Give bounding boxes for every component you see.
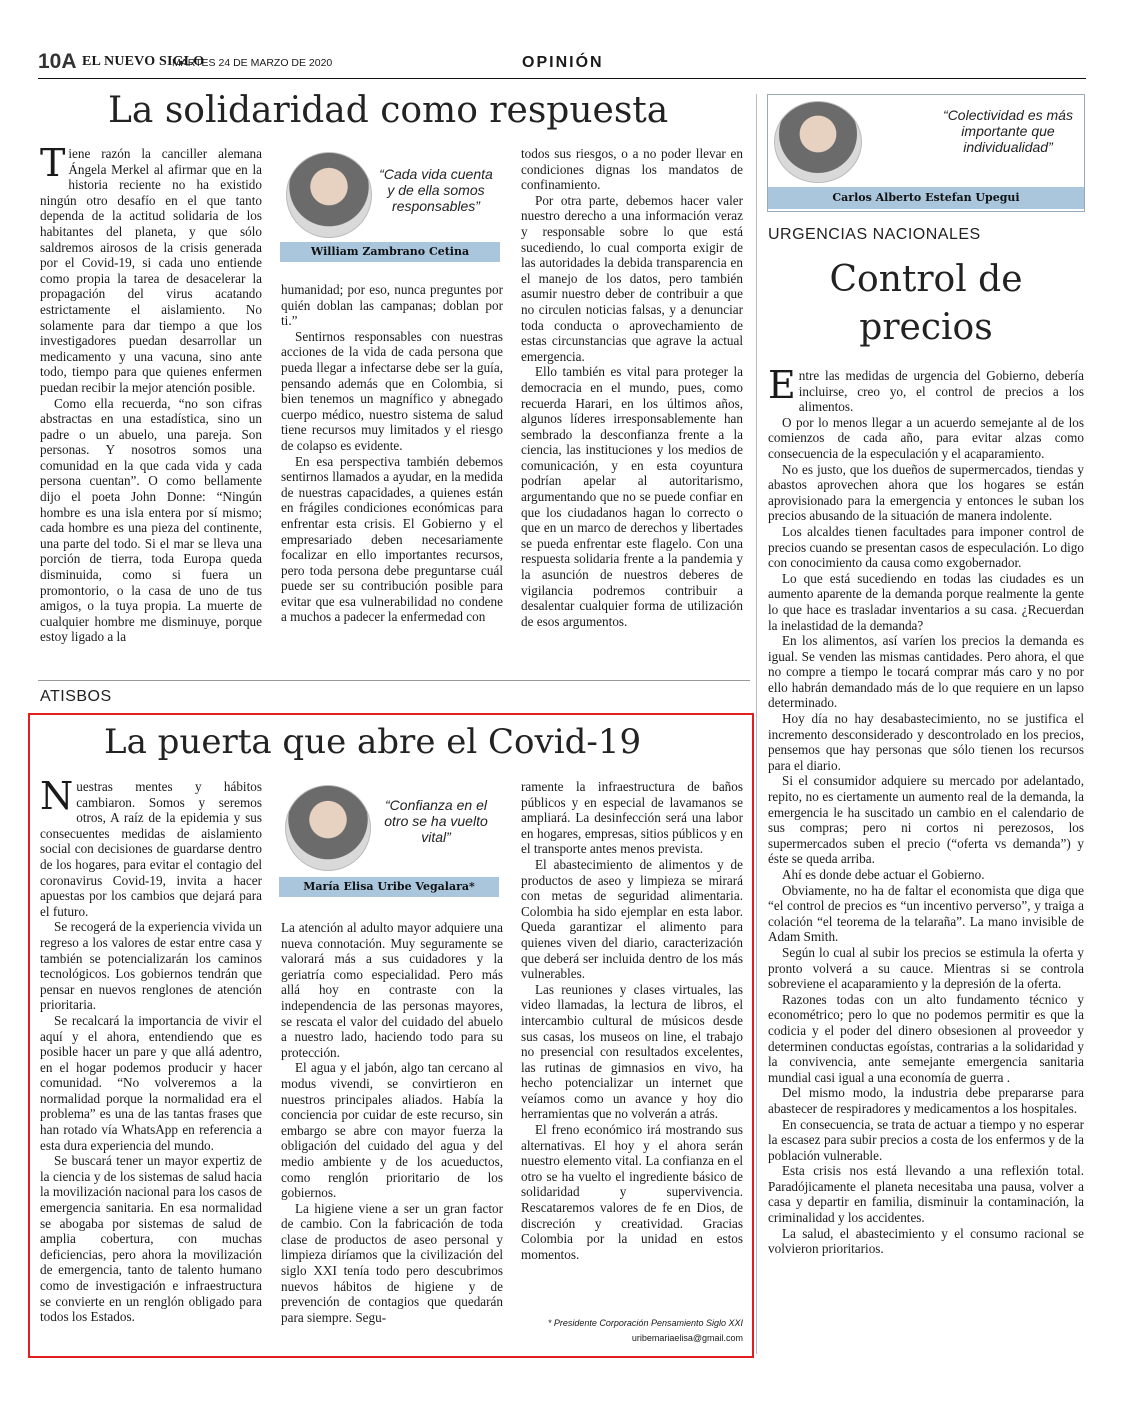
article3-col1-p2: Se recalcará la importancia de vivir el aquí y el ahora, entendiendo que es posible hacer un pare y que allá adentro, en el hogar podemos producir y hacer comunidad. “No volveremos a la normalidad porque la normalidad era el problema” es una de las tantas frases que han rotado vía WhatsApp en referencia a esta dura experiencia del mundo. — [40, 1012, 262, 1153]
article1-col3-p0: todos sus riesgos, o a no poder llevar en condiciones dignas los mandatos de confinamiento. — [521, 146, 743, 193]
page-number: 10A — [38, 50, 77, 73]
article3-col3 — [521, 779, 743, 1315]
article2-body-p2: No es justo, que los dueños de supermercados, tiendas y abastos aprovechen ahora que los hogares se están aprovisionado para la emergencia y entonces le suban los precios abusando de la situación de manera indolente. — [768, 461, 1084, 524]
article1-col2-p2: En esa perspectiva también debemos sentirnos llamados a ayudar, en la medida de nuestras capacidades, a quienes están en frágiles condiciones económicas para enfrentar esta crisis. El Gobierno y el empresariado deben necesariamente focalizar en ello importantes recursos, pero toda persona debe preguntarse cuál puede ser su contribución posible para evitar que esa vulnerabilidad no condene a muchos a padecer la enfermedad con — [281, 453, 503, 625]
article2-author: Carlos Alberto Estefan Upegui — [768, 187, 1084, 209]
article3-quote-box — [279, 779, 499, 897]
author-photo-uribe — [285, 785, 371, 871]
article3-col3-p3: El freno económico irá mostrando sus alternativas. El hoy y el ahora serán nuestro elemento vital. La confianza en el otro se ha vuelto el ingrediente básico de solidaridad y supervivencia. Rescataremos valores de fe en Dios, de discreción y creatividad. Gracias Colombia por la unidad en estos momentos. — [521, 1122, 743, 1262]
article2-body-p14: Esta crisis nos está llevando a una reflexión total. Paradójicamente el planeta necesitaba una pausa, volver a casa y departir en familia, disminuir la contaminación, la criminalidad y los accidentes. — [768, 1163, 1084, 1226]
article2-title-line1: Control de — [829, 259, 1023, 300]
dateline: MARTES 24 DE MARZO DE 2020 — [172, 57, 333, 69]
article2-body-p13: En consecuencia, se trata de actuar a tiempo y no esperar la escasez para subir precios a costa de los enfermos y de la población vulnerable. — [768, 1116, 1084, 1163]
article3-col2-p0: La atención al adulto mayor adquiere una nueva connotación. Muy seguramente se valorará más a sus cuidadores y la geriatría como especialidad. Pero más allá hoy en contraste con la independencia de las personas mayores, se rescata el valor del cuidado del abuelo a nuestro lado, haciendo todo para su protección. — [281, 920, 503, 1060]
author-photo-estefan — [774, 101, 862, 183]
article3-title: La puerta que abre el Covid-19 — [104, 722, 642, 762]
section-rule — [38, 680, 750, 681]
article1-col3-p1: Por otra parte, debemos hacer valer nuestro derecho a una información veraz y responsable sobre lo que está sucediendo, lo cual comporta exigir de las autoridades la debida transparencia en el manejo de los datos, pero también asumir nuestro deber de contribuir a que no circulen noticias falsas, y a denunciar toda conducta o aprovechamiento de estas circunstancias que agrave la actual emergencia. — [521, 192, 743, 364]
article3-col3-p2: Las reuniones y clases virtuales, las video llamadas, la lectura de libros, el intercambio cultural de músicos desde sus casas, los museos on line, el trabajo no presencial con resultados excelentes, las rutinas de gimnasios en vivo, ha hecho potencializar un internet que veíamos como un avance y hoy dio herramientas que no volverán a atrás. — [521, 981, 743, 1122]
column-divider — [756, 94, 757, 1354]
article1-col1-p1: Como ella recuerda, “no son cifras abstractas en una estadística, sino un padre o un abuelo, una pareja. Son personas. Y nosotros somos una comunidad en la que cada vida y cada persona cuentan”. O como bellamente dijo el poeta John Donne: “Ningún hombre es una isla entera por sí mismo; cada hombre es una pieza del continente, una parte del todo. Si el mar se lleva una porción de tierra, toda Europa queda disminuida, como si fuera un promontorio, o la casa de uno de tus amigos, o la tuya propia. La muerte de cualquier hombre me disminuye, porque estoy ligado a la — [40, 395, 262, 645]
article2-body-p0: Entre las medidas de urgencia del Gobierno, debería incluirse, creo yo, el control de precios a los alimentos. — [768, 368, 1084, 415]
article2-body-p9: Obviamente, no ha de faltar el economista que diga que “el control de precios es “un incentivo perverso”, y traiga a colación “el teorema de la telaraña”. La mano invisible de Adam Smith. — [768, 882, 1084, 945]
article1-col1 — [40, 146, 262, 666]
article3-col2-p1: El agua y el jabón, algo tan cercano al modus vivendi, se convirtieron en nuestros principales aliados. Había la conciencia por cuidar de este recurso, sin embargo se abre con mayor fuerza la obligación del cuidado del agua y del medio ambiente y de los acueductos, como renglón prioritario de los gobiernos. — [281, 1060, 503, 1201]
article3-col1-p3: Se buscará tener un mayor expertiz de la ciencia y de los sistemas de salud hacia la movilización nacional para los casos de emergencia sanitaria. En esa normalidad se abogaba por sistemas de salud de amplia cobertura, con muchas deficiencias, pero ahora la movilización de emergencia, tanto de talento humano como de investigación e infraestructura se convierte en un renglón obligado para todos los Estados. — [40, 1153, 262, 1325]
masthead: EL NUEVO SIGLO — [82, 54, 205, 69]
article3-col3-p0: ramente la infraestructura de baños públicos y en especial de lavamanos se ampliará. La desinfección será una labor en hogares, empresas, sitios públicos y en el transporte antes menos prevista. — [521, 779, 743, 857]
article1-col2-p0: humanidad; por eso, nunca preguntes por quién doblan las campanas; doblan por ti.” — [281, 282, 503, 329]
article3-col3-p1: El abastecimiento de alimentos y de productos de aseo y limpieza se mirará con metas de seguridad alimentaria. Colombia ha sido ejemplar en esta labor. Queda garantizar el alimento para quienes viven del diario, caracterización que deberá ser incluida dentro de los más vulnerables. — [521, 856, 743, 982]
article3-kicker: ATISBOS — [40, 688, 112, 705]
article2-body-p7: Si el consumidor adquiere su mercado por adelantado, repito, no es ciertamente un aumento real de la demanda, la emergencia le ha suscitado un cambio en el calendario de sus compras; pero ni cortos ni perezosos, los supermercados suben el precio (“oferta vs demanda”) y éste se queda arriba. — [768, 773, 1084, 867]
article3-col2 — [281, 920, 503, 1348]
article2-title-line2: precios — [859, 307, 993, 348]
article3-col1-p0: Nuestras mentes y hábitos cambiaron. Somos y seremos otros, A raíz de la epidemia y sus consecuentes medidas de aislamiento social con decisiones de guardarse dentro de los hogares, para evitar el contagio del coronavirus Covid-19, invita a hacer apuestas por los cambios que dejará para el futuro. — [40, 779, 262, 919]
article3-col1-p1: Se recogerá de la experiencia vivida un regreso a los valores de estar entre casa y también se potencializarán los caminos tecnológicos. Los gobiernos tendrán que pensar en nuevos renglones de atención prioritaria. — [40, 919, 262, 1013]
article3-author: María Elisa Uribe Vegalara* — [279, 877, 499, 897]
article2-body-p1: O por lo menos llegar a un acuerdo semejante al de los comienzos de cada año, para evitar alzas como consecuencia de la especulación y el acaparamiento. — [768, 414, 1084, 461]
article1-col3 — [521, 146, 743, 664]
article2-pull-quote: “Colectividad es más importante que individualidad” — [943, 107, 1073, 155]
article2-body-p12: Del mismo modo, la industria debe prepararse para abastecer de respiradores y medicamentos a los hospitales. — [768, 1085, 1084, 1116]
article2-quote-box — [767, 94, 1085, 212]
article2-body-p5: En los alimentos, así varíen los precios la demanda es igual. Se venden las mismas cantidades. Pero ahora, el que no compre a tiempo le tocará comprar más caro y no por ello habrán demandado más de lo que requiere en un lapso determinado. — [768, 633, 1084, 711]
article2-body — [768, 368, 1084, 1352]
article2-body-p11: Razones todas con un alto fundamento técnico y econométrico; pero lo que no podemos permitir es que la codicia y el poder del dinero obsesionen al proveedor y determinen conductas egoístas, contrarias a la solidaridad y la convivencia, ante semejante emergencia sanitaria mundial casi igual a una economía de guerra . — [768, 991, 1084, 1085]
article3-col2-p2: La higiene viene a ser un gran factor de cambio. Con la fabricación de toda clase de productos de aseo personal y limpieza diríamos que la civilización del siglo XXI tenía todo pero descubrimos nuevos hábitos de higiene y de prevención de contagios que quedarán para siempre. Segu- — [281, 1200, 503, 1325]
article3-pull-quote: “Confianza en el otro se ha vuelto vital” — [384, 797, 488, 845]
author-photo-zambrano — [286, 152, 372, 238]
article3-col1 — [40, 779, 262, 1349]
article3-email: uribemariaelisa@gmail.com — [631, 1333, 743, 1343]
article2-body-p3: Los alcaldes tienen facultades para imponer control de precios cuando se presentan casos de especulación. Lo digo con conocimiento da causa como exgobernador. — [768, 523, 1084, 571]
article2-body-p10: Según lo cual al subir los precios se estimula la oferta y pronto volverá a su cauce. Mientras si se controla sobreviene el acaparamiento y la depresión de la oferta. — [768, 944, 1084, 992]
article2-kicker: URGENCIAS NACIONALES — [768, 226, 981, 243]
article1-author: William Zambrano Cetina — [280, 242, 500, 262]
article1-quote-box — [280, 146, 500, 264]
article2-body-p8: Ahí es donde debe actuar el Gobierno. — [782, 867, 985, 882]
article1-col1-p0: Tiene razón la canciller alemana Ángela Merkel al afirmar que en la historia reciente no ha existido ningún otro desafío en el que tanto dependa de la actitud solidaria de los habitantes del planeta, y que sólo saldremos airosos de la crisis generada por el Covid-19, si cada uno entiende como propia la tarea de desacelerar la propagación del virus acatando estrictamente el aislamiento. No solamente para dar tiempo a que los investigadores puedan desarrollar un medicamento y una vacuna, sino ante todo, tiempo para que quienes enfermen puedan recibir la mejor atención posible. — [40, 146, 262, 395]
article3-footnote: * Presidente Corporación Pensamiento Siglo XXI — [547, 1318, 743, 1328]
article1-title: La solidaridad como respuesta — [108, 90, 669, 131]
article2-title — [768, 256, 1084, 352]
article2-body-p6: Hoy día no hay desabastecimiento, no se justifica el incremento desconsiderado y descontrolado en los precios, pensemos que hay personas que sólo tienen los recursos para el diario. — [768, 711, 1084, 773]
page-header — [38, 48, 1086, 79]
section-title: OPINIÓN — [522, 54, 604, 71]
article1-col2-p1: Sentirnos responsables con nuestras acciones de la vida de cada persona que pueda llegar a infectarse debe ser la guía, pensando además que en Colombia, si bien tenemos un magnífico y abnegado cuerpo médico, nuestro sistema de salud tiene recursos muy limitados y el riesgo de colapso es evidente. — [281, 328, 503, 453]
article1-col3-p2: Ello también es vital para proteger la democracia en el mundo, pues, como recuerda Harari, en los últimos años, algunos líderes irresponsablemente han sembrado la desconfianza frente a la ciencia, las instituciones y los medios de comunicación, y en esta coyuntura podrían apelar al autoritarismo, argumentando que no se puede confiar en que los ciudadanos hagan lo correcto o que en un marco de derechos y libertades se pueda enfrentar este flagelo. Con una respuesta solidaria frente a la pandemia y la asunción de nuestros deberes de vigilancia podremos contribuir a desalentar cualquier forma de utilización de esos argumentos. — [521, 364, 743, 629]
article2-body-p15: La salud, el abastecimiento y el consumo racional se volvieron prioritarios. — [768, 1225, 1084, 1257]
article1-pull-quote: “Cada vida cuenta y de ella somos responsables” — [379, 166, 493, 214]
article1-col2 — [281, 282, 503, 662]
article2-body-p4: Lo que está sucediendo en todas las ciudades es un aumento aparente de la demanda porque realmente la gente lo que hace es trasladar inventarios a su casa. ¿Recuerdan la inelastidad de la demanda? — [768, 570, 1084, 633]
